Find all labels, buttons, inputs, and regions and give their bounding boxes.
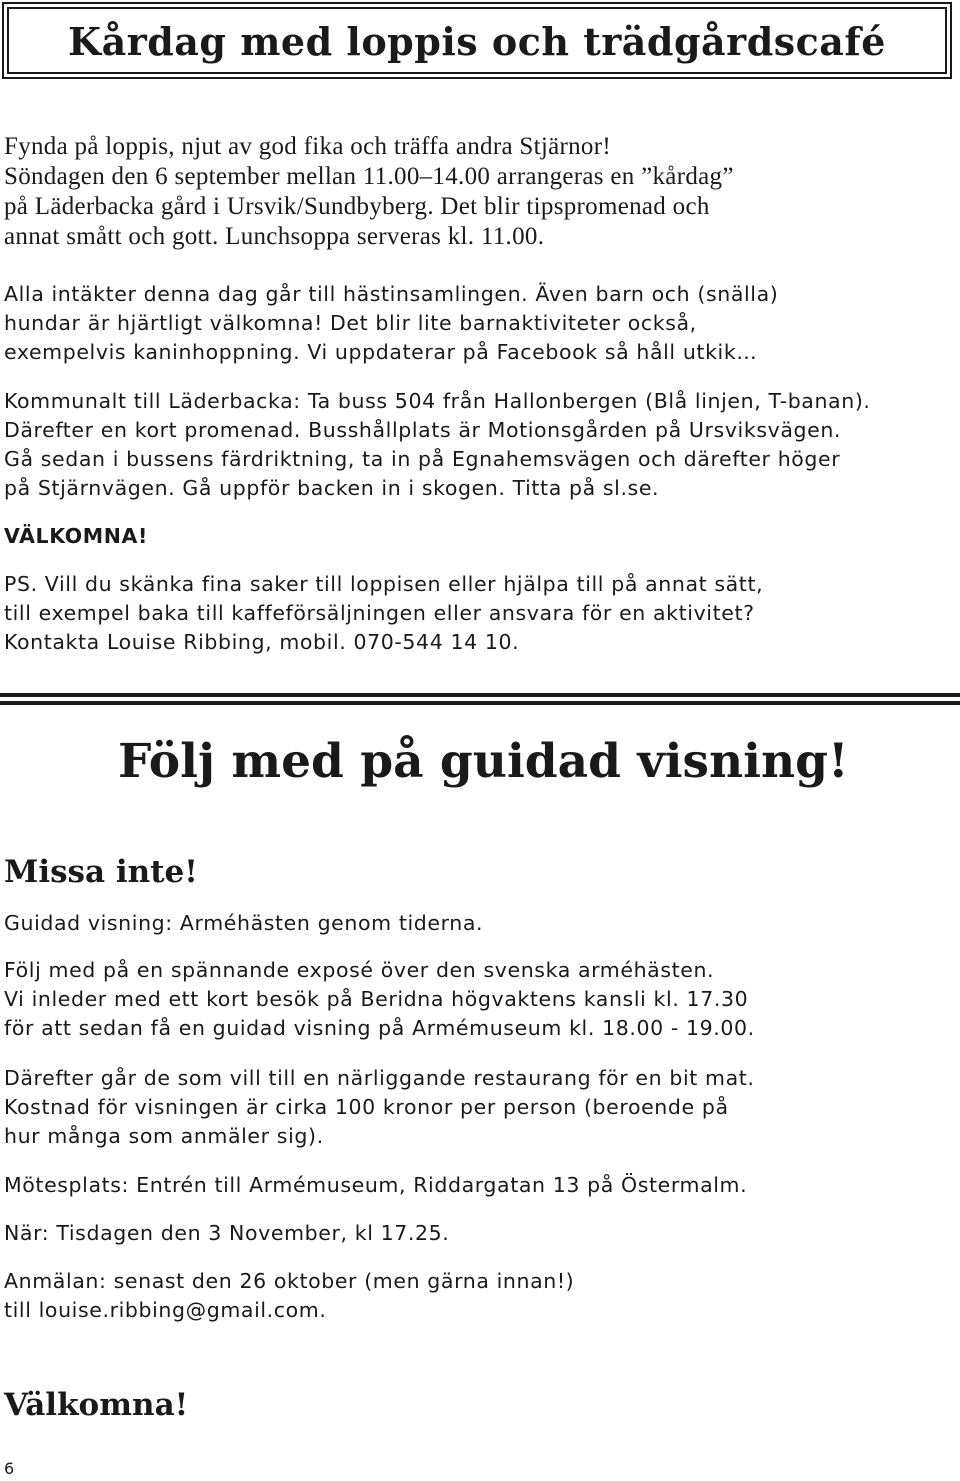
fundraising-paragraph [4,280,778,367]
text-line: exempelvis kaninhoppning. Vi uppdaterar på Facebook så håll utkik… [4,340,758,364]
event-time: När: Tisdagen den 3 November, kl 17.25. [4,1221,450,1245]
welcome-text: VÄLKOMNA! [4,524,148,548]
text-line: PS. Vill du skänka fina saker till loppisen eller hjälpa till på annat sätt, [4,572,764,596]
section-divider-top [0,693,960,697]
text-line: annat smått och gott. Lunchsoppa serveras kl. 11.00. [4,223,545,250]
intro-paragraph [4,132,734,252]
text-line: Vi inleder med ett kort besök på Beridna högvaktens kansli kl. 17.30 [4,987,749,1011]
text-line: på Stjärnvägen. Gå uppför backen in i skogen. Titta på sl.se. [4,476,660,500]
text-line: Gå sedan i bussens färdriktning, ta in på Egnahemsvägen och därefter höger [4,447,841,471]
text-line: på Läderbacka gård i Ursvik/Sundbyberg. Det blir tipspromenad och [4,193,710,220]
text-line: Följ med på en spännande exposé över den svenska arméhästen. [4,958,715,982]
text-line: för att sedan få en guidad visning på Armémuseum kl. 18.00 - 19.00. [4,1016,755,1040]
text-line: Anmälan: senast den 26 oktober (men gärna innan!) [4,1269,575,1293]
text-line: till louise.ribbing@gmail.com. [4,1298,327,1322]
text-line: Därefter en kort promenad. Busshållplats är Motionsgården på Ursviksvägen. [4,418,842,442]
text-line: Kostnad för visningen är cirka 100 kronor per person (beroende på [4,1095,729,1119]
text-line: hundar är hjärtligt välkomna! Det blir lite barnaktiviteter också, [4,311,697,335]
title-frame [2,2,952,79]
directions-paragraph [4,387,871,503]
closing-greeting: Välkomna! [4,1387,189,1423]
page-number: 6 [4,1459,15,1478]
text-line: Fynda på loppis, njut av god fika och träffa andra Stjärnor! [4,133,611,160]
article-title: Kårdag med loppis och trädgårdscafé [68,19,886,64]
text-line: hur många som anmäler sig). [4,1124,324,1148]
text-line: Därefter går de som vill till en närliggande restaurang för en bit mat. [4,1066,755,1090]
exposé-paragraph [4,956,755,1043]
cost-paragraph [4,1064,755,1151]
article-title-2: Följ med på guidad visning! [118,734,849,789]
meeting-point: Mötesplats: Entrén till Armémuseum, Riddargatan 13 på Östermalm. [4,1173,748,1197]
text-line: Kontakta Louise Ribbing, mobil. 070-544 14 10. [4,630,520,654]
signup-paragraph [4,1267,574,1325]
ps-paragraph [4,570,763,657]
section-divider-bottom [0,701,960,705]
text-line: till exempel baka till kaffeförsäljningen eller ansvara för en aktivitet? [4,601,755,625]
subtitle: Missa inte! [4,854,198,890]
text-line: Alla intäkter denna dag går till hästinsamlingen. Även barn och (snälla) [4,282,779,306]
tour-line: Guidad visning: Arméhästen genom tiderna. [4,911,484,935]
text-line: Kommunalt till Läderbacka: Ta buss 504 från Hallonbergen (Blå linjen, T-banan). [4,389,871,413]
text-line: Söndagen den 6 september mellan 11.00–14.00 arrangeras en ”kårdag” [4,163,734,190]
